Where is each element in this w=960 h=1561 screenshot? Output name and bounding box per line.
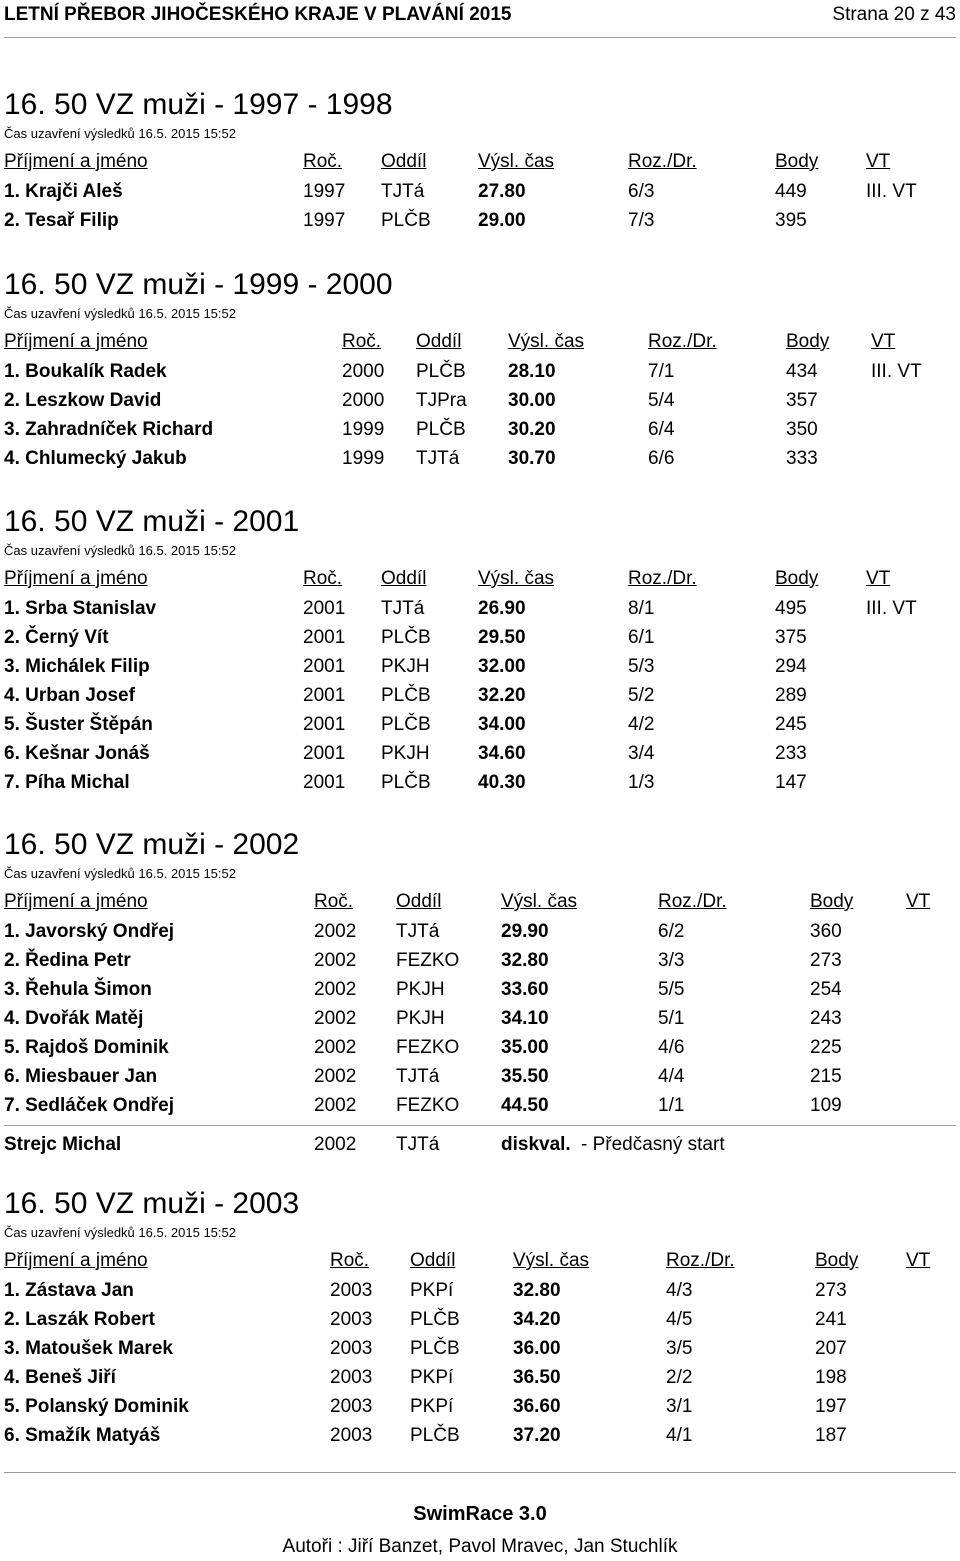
cell-heat: 4/1 — [666, 1425, 693, 1446]
cell-year: 2002 — [314, 1066, 357, 1087]
cell-heat: 1/1 — [658, 1095, 685, 1116]
table-row — [0, 1277, 960, 1305]
cell-name: 5. Polanský Dominik — [4, 1396, 189, 1417]
cell-year: 2001 — [303, 772, 346, 793]
event-title: 16. 50 VZ muži - 2003 — [4, 1187, 300, 1220]
cell-year: 1999 — [342, 419, 385, 440]
cell-year: 2002 — [314, 1008, 357, 1029]
cell-heat: 4/6 — [658, 1037, 685, 1058]
column-header-club: Oddíl — [396, 891, 442, 912]
cell-club: PKPí — [410, 1367, 454, 1388]
column-header-time: Výsl. čas — [513, 1250, 590, 1271]
cell-year: 1997 — [303, 181, 346, 202]
cell-year: 2001 — [303, 714, 346, 735]
cell-club: PLČB — [381, 627, 431, 648]
column-header-time: Výsl. čas — [478, 151, 555, 172]
cell-points: 360 — [810, 921, 842, 942]
cell-year: 2002 — [314, 921, 357, 942]
column-header-club: Oddíl — [381, 151, 427, 172]
dsq-name: Strejc Michal — [4, 1134, 122, 1155]
cell-club: FEZKO — [396, 1037, 460, 1058]
cell-time: 29.50 — [478, 627, 526, 648]
table-header — [0, 1247, 960, 1275]
cell-name: 1. Boukalík Radek — [4, 361, 167, 382]
cell-points: 187 — [815, 1425, 847, 1446]
column-header-heat: Roz./Dr. — [648, 331, 717, 352]
column-header-name: Příjmení a jméno — [4, 151, 148, 172]
cell-heat: 4/4 — [658, 1066, 685, 1087]
cell-time: 27.80 — [478, 181, 526, 202]
cell-name: 4. Chlumecký Jakub — [4, 448, 187, 469]
cell-name: 2. Černý Vít — [4, 627, 109, 648]
cell-time: 29.90 — [501, 921, 549, 942]
cell-year: 2003 — [330, 1280, 373, 1301]
cell-club: TJTá — [416, 448, 460, 469]
cell-vt: III. VT — [871, 361, 922, 382]
cell-year: 2001 — [303, 656, 346, 677]
cell-year: 2003 — [330, 1396, 373, 1417]
column-header-name: Příjmení a jméno — [4, 1250, 148, 1271]
cell-name: 1. Zástava Jan — [4, 1280, 134, 1301]
cell-club: PLČB — [381, 685, 431, 706]
table-row — [0, 358, 960, 386]
cell-name: 7. Píha Michal — [4, 772, 130, 793]
cell-points: 273 — [815, 1280, 847, 1301]
cell-points: 350 — [786, 419, 818, 440]
cell-vt: III. VT — [866, 181, 917, 202]
cell-name: 6. Kešnar Jonáš — [4, 743, 150, 764]
cell-year: 2000 — [342, 361, 385, 382]
cell-heat: 5/5 — [658, 979, 685, 1000]
cell-points: 375 — [775, 627, 807, 648]
dsq-divider — [4, 1125, 956, 1126]
cell-time: 35.50 — [501, 1066, 549, 1087]
cell-year: 1997 — [303, 210, 346, 231]
cell-club: PKJH — [381, 656, 430, 677]
results-closing-time: Čas uzavření výsledků 16.5. 2015 15:52 — [4, 866, 236, 881]
table-row — [0, 595, 960, 623]
column-header-vt: VT — [906, 1250, 931, 1271]
cell-points: 233 — [775, 743, 807, 764]
cell-time: 32.80 — [501, 950, 549, 971]
table-row — [0, 178, 960, 206]
column-header-year: Roč. — [342, 331, 382, 352]
column-header-time: Výsl. čas — [501, 891, 578, 912]
cell-points: 215 — [810, 1066, 842, 1087]
cell-heat: 3/4 — [628, 743, 655, 764]
cell-year: 2003 — [330, 1367, 373, 1388]
cell-name: 4. Dvořák Matěj — [4, 1008, 144, 1029]
table-row — [0, 1422, 960, 1450]
cell-points: 395 — [775, 210, 807, 231]
cell-year: 2000 — [342, 390, 385, 411]
column-header-heat: Roz./Dr. — [628, 151, 697, 172]
event-title: 16. 50 VZ muži - 1999 - 2000 — [4, 268, 393, 301]
cell-club: TJTá — [396, 1066, 440, 1087]
cell-name: 2. Ředina Petr — [4, 950, 131, 971]
results-closing-time: Čas uzavření výsledků 16.5. 2015 15:52 — [4, 306, 236, 321]
column-header-points: Body — [786, 331, 830, 352]
results-closing-time: Čas uzavření výsledků 16.5. 2015 15:52 — [4, 1225, 236, 1240]
column-header-points: Body — [810, 891, 854, 912]
cell-heat: 6/3 — [628, 181, 655, 202]
column-header-club: Oddíl — [416, 331, 462, 352]
dsq-club: TJTá — [396, 1134, 440, 1155]
cell-points: 198 — [815, 1367, 847, 1388]
table-row — [0, 711, 960, 739]
cell-club: TJTá — [381, 598, 425, 619]
cell-name: 3. Zahradníček Richard — [4, 419, 214, 440]
cell-name: 3. Michálek Filip — [4, 656, 150, 677]
cell-club: PKJH — [381, 743, 430, 764]
cell-time: 32.00 — [478, 656, 526, 677]
column-header-heat: Roz./Dr. — [658, 891, 727, 912]
cell-year: 2002 — [314, 1095, 357, 1116]
cell-heat: 2/2 — [666, 1367, 693, 1388]
cell-time: 34.00 — [478, 714, 526, 735]
cell-points: 225 — [810, 1037, 842, 1058]
cell-club: PKPí — [410, 1280, 454, 1301]
table-row — [0, 416, 960, 444]
table-row — [0, 207, 960, 235]
table-row — [0, 1063, 960, 1091]
cell-time: 33.60 — [501, 979, 549, 1000]
cell-year: 2001 — [303, 598, 346, 619]
cell-year: 2002 — [314, 950, 357, 971]
cell-heat: 4/5 — [666, 1309, 693, 1330]
cell-heat: 7/1 — [648, 361, 675, 382]
cell-points: 495 — [775, 598, 807, 619]
cell-club: TJTá — [396, 921, 440, 942]
cell-points: 254 — [810, 979, 842, 1000]
column-header-year: Roč. — [314, 891, 354, 912]
cell-name: 1. Javorský Ondřej — [4, 921, 175, 942]
cell-club: PLČB — [416, 361, 466, 382]
cell-year: 2001 — [303, 685, 346, 706]
cell-year: 2003 — [330, 1338, 373, 1359]
cell-time: 36.60 — [513, 1396, 561, 1417]
cell-heat: 7/3 — [628, 210, 655, 231]
column-header-heat: Roz./Dr. — [628, 568, 697, 589]
page-number: Strana 20 z 43 — [832, 4, 956, 25]
cell-year: 2003 — [330, 1309, 373, 1330]
cell-heat: 5/1 — [658, 1008, 685, 1029]
cell-points: 147 — [775, 772, 807, 793]
cell-name: 3. Matoušek Marek — [4, 1338, 173, 1359]
cell-club: PLČB — [381, 714, 431, 735]
cell-time: 34.20 — [513, 1309, 561, 1330]
table-row — [0, 769, 960, 797]
cell-club: PLČB — [381, 772, 431, 793]
cell-name: 1. Srba Stanislav — [4, 598, 157, 619]
table-row — [0, 1364, 960, 1392]
event-title: 16. 50 VZ muži - 2001 — [4, 505, 300, 538]
event-title: 16. 50 VZ muži - 2002 — [4, 828, 300, 861]
cell-time: 34.10 — [501, 1008, 549, 1029]
column-header-name: Příjmení a jméno — [4, 331, 148, 352]
cell-club: PLČB — [381, 210, 431, 231]
table-row — [0, 1335, 960, 1363]
disqualified-row — [0, 1131, 960, 1159]
footer-divider — [4, 1472, 956, 1473]
cell-heat: 3/1 — [666, 1396, 693, 1417]
cell-heat: 4/3 — [666, 1280, 693, 1301]
cell-heat: 1/3 — [628, 772, 655, 793]
cell-name: 7. Sedláček Ondřej — [4, 1095, 175, 1116]
table-row — [0, 1092, 960, 1120]
cell-name: 1. Krajči Aleš — [4, 181, 123, 202]
cell-heat: 5/4 — [648, 390, 675, 411]
cell-time: 36.00 — [513, 1338, 561, 1359]
table-header — [0, 328, 960, 356]
dsq-year: 2002 — [314, 1134, 357, 1155]
cell-time: 30.70 — [508, 448, 556, 469]
cell-club: FEZKO — [396, 950, 460, 971]
table-header — [0, 888, 960, 916]
results-closing-time: Čas uzavření výsledků 16.5. 2015 15:52 — [4, 543, 236, 558]
results-closing-time: Čas uzavření výsledků 16.5. 2015 15:52 — [4, 126, 236, 141]
cell-name: 4. Urban Josef — [4, 685, 135, 706]
page-header — [0, 0, 960, 36]
table-row — [0, 387, 960, 415]
table-row — [0, 1306, 960, 1334]
cell-club: PLČB — [410, 1425, 460, 1446]
column-header-points: Body — [815, 1250, 859, 1271]
cell-heat: 5/3 — [628, 656, 655, 677]
cell-club: PLČB — [416, 419, 466, 440]
cell-points: 109 — [810, 1095, 842, 1116]
column-header-year: Roč. — [330, 1250, 370, 1271]
column-header-year: Roč. — [303, 568, 343, 589]
table-header — [0, 148, 960, 176]
cell-time: 34.60 — [478, 743, 526, 764]
cell-points: 241 — [815, 1309, 847, 1330]
cell-club: FEZKO — [396, 1095, 460, 1116]
dsq-result: diskval. — [501, 1134, 571, 1155]
cell-points: 289 — [775, 685, 807, 706]
cell-year: 1999 — [342, 448, 385, 469]
cell-heat: 6/1 — [628, 627, 655, 648]
table-header — [0, 565, 960, 593]
cell-time: 44.50 — [501, 1095, 549, 1116]
cell-heat: 4/2 — [628, 714, 655, 735]
table-row — [0, 624, 960, 652]
column-header-time: Výsl. čas — [478, 568, 555, 589]
meet-title: LETNÍ PŘEBOR JIHOČESKÉHO KRAJE V PLAVÁNÍ 2015 — [4, 4, 512, 25]
cell-points: 243 — [810, 1008, 842, 1029]
column-header-points: Body — [775, 151, 819, 172]
cell-heat: 3/3 — [658, 950, 685, 971]
cell-name: 2. Tesař Filip — [4, 210, 119, 231]
cell-time: 37.20 — [513, 1425, 561, 1446]
column-header-vt: VT — [871, 331, 896, 352]
header-divider — [4, 37, 956, 38]
cell-points: 207 — [815, 1338, 847, 1359]
cell-club: TJPra — [416, 390, 467, 411]
cell-heat: 3/5 — [666, 1338, 693, 1359]
cell-year: 2002 — [314, 979, 357, 1000]
cell-heat: 6/2 — [658, 921, 685, 942]
column-header-vt: VT — [866, 568, 891, 589]
table-row — [0, 653, 960, 681]
cell-time: 35.00 — [501, 1037, 549, 1058]
footer-authors: Autoři : Jiří Banzet, Pavol Mravec, Jan Stuchlík — [282, 1536, 678, 1557]
table-row — [0, 976, 960, 1004]
table-row — [0, 918, 960, 946]
cell-points: 273 — [810, 950, 842, 971]
table-row — [0, 682, 960, 710]
table-row — [0, 1034, 960, 1062]
cell-name: 4. Beneš Jiří — [4, 1367, 116, 1388]
cell-points: 434 — [786, 361, 818, 382]
cell-time: 26.90 — [478, 598, 526, 619]
column-header-vt: VT — [866, 151, 891, 172]
table-row — [0, 740, 960, 768]
cell-time: 30.20 — [508, 419, 556, 440]
event-title: 16. 50 VZ muži - 1997 - 1998 — [4, 88, 393, 121]
table-row — [0, 445, 960, 473]
cell-heat: 5/2 — [628, 685, 655, 706]
cell-year: 2003 — [330, 1425, 373, 1446]
cell-name: 6. Smažík Matyáš — [4, 1425, 161, 1446]
cell-heat: 6/4 — [648, 419, 675, 440]
column-header-club: Oddíl — [410, 1250, 456, 1271]
footer-software: SwimRace 3.0 — [413, 1503, 547, 1525]
cell-time: 29.00 — [478, 210, 526, 231]
cell-vt: III. VT — [866, 598, 917, 619]
dsq-reason: - Předčasný start — [581, 1134, 725, 1155]
cell-heat: 8/1 — [628, 598, 655, 619]
cell-time: 32.20 — [478, 685, 526, 706]
cell-name: 3. Řehula Šimon — [4, 979, 152, 1000]
cell-name: 5. Rajdoš Dominik — [4, 1037, 169, 1058]
column-header-heat: Roz./Dr. — [666, 1250, 735, 1271]
cell-points: 357 — [786, 390, 818, 411]
cell-time: 32.80 — [513, 1280, 561, 1301]
column-header-club: Oddíl — [381, 568, 427, 589]
cell-points: 245 — [775, 714, 807, 735]
cell-name: 2. Leszkow David — [4, 390, 162, 411]
column-header-vt: VT — [906, 891, 931, 912]
cell-club: PLČB — [410, 1338, 460, 1359]
cell-time: 30.00 — [508, 390, 556, 411]
cell-club: PKJH — [396, 1008, 445, 1029]
cell-year: 2001 — [303, 627, 346, 648]
column-header-time: Výsl. čas — [508, 331, 585, 352]
cell-name: 5. Šuster Štěpán — [4, 714, 153, 735]
cell-club: PKPí — [410, 1396, 454, 1417]
cell-name: 6. Miesbauer Jan — [4, 1066, 158, 1087]
cell-club: PLČB — [410, 1309, 460, 1330]
cell-heat: 6/6 — [648, 448, 675, 469]
cell-club: PKJH — [396, 979, 445, 1000]
cell-points: 333 — [786, 448, 818, 469]
cell-points: 197 — [815, 1396, 847, 1417]
cell-name: 2. Laszák Robert — [4, 1309, 155, 1330]
table-row — [0, 1005, 960, 1033]
cell-club: TJTá — [381, 181, 425, 202]
cell-points: 294 — [775, 656, 807, 677]
cell-year: 2001 — [303, 743, 346, 764]
cell-time: 40.30 — [478, 772, 526, 793]
cell-points: 449 — [775, 181, 807, 202]
column-header-points: Body — [775, 568, 819, 589]
column-header-name: Příjmení a jméno — [4, 568, 148, 589]
column-header-year: Roč. — [303, 151, 343, 172]
table-row — [0, 947, 960, 975]
cell-year: 2002 — [314, 1037, 357, 1058]
table-row — [0, 1393, 960, 1421]
cell-time: 28.10 — [508, 361, 556, 382]
column-header-name: Příjmení a jméno — [4, 891, 148, 912]
cell-time: 36.50 — [513, 1367, 561, 1388]
